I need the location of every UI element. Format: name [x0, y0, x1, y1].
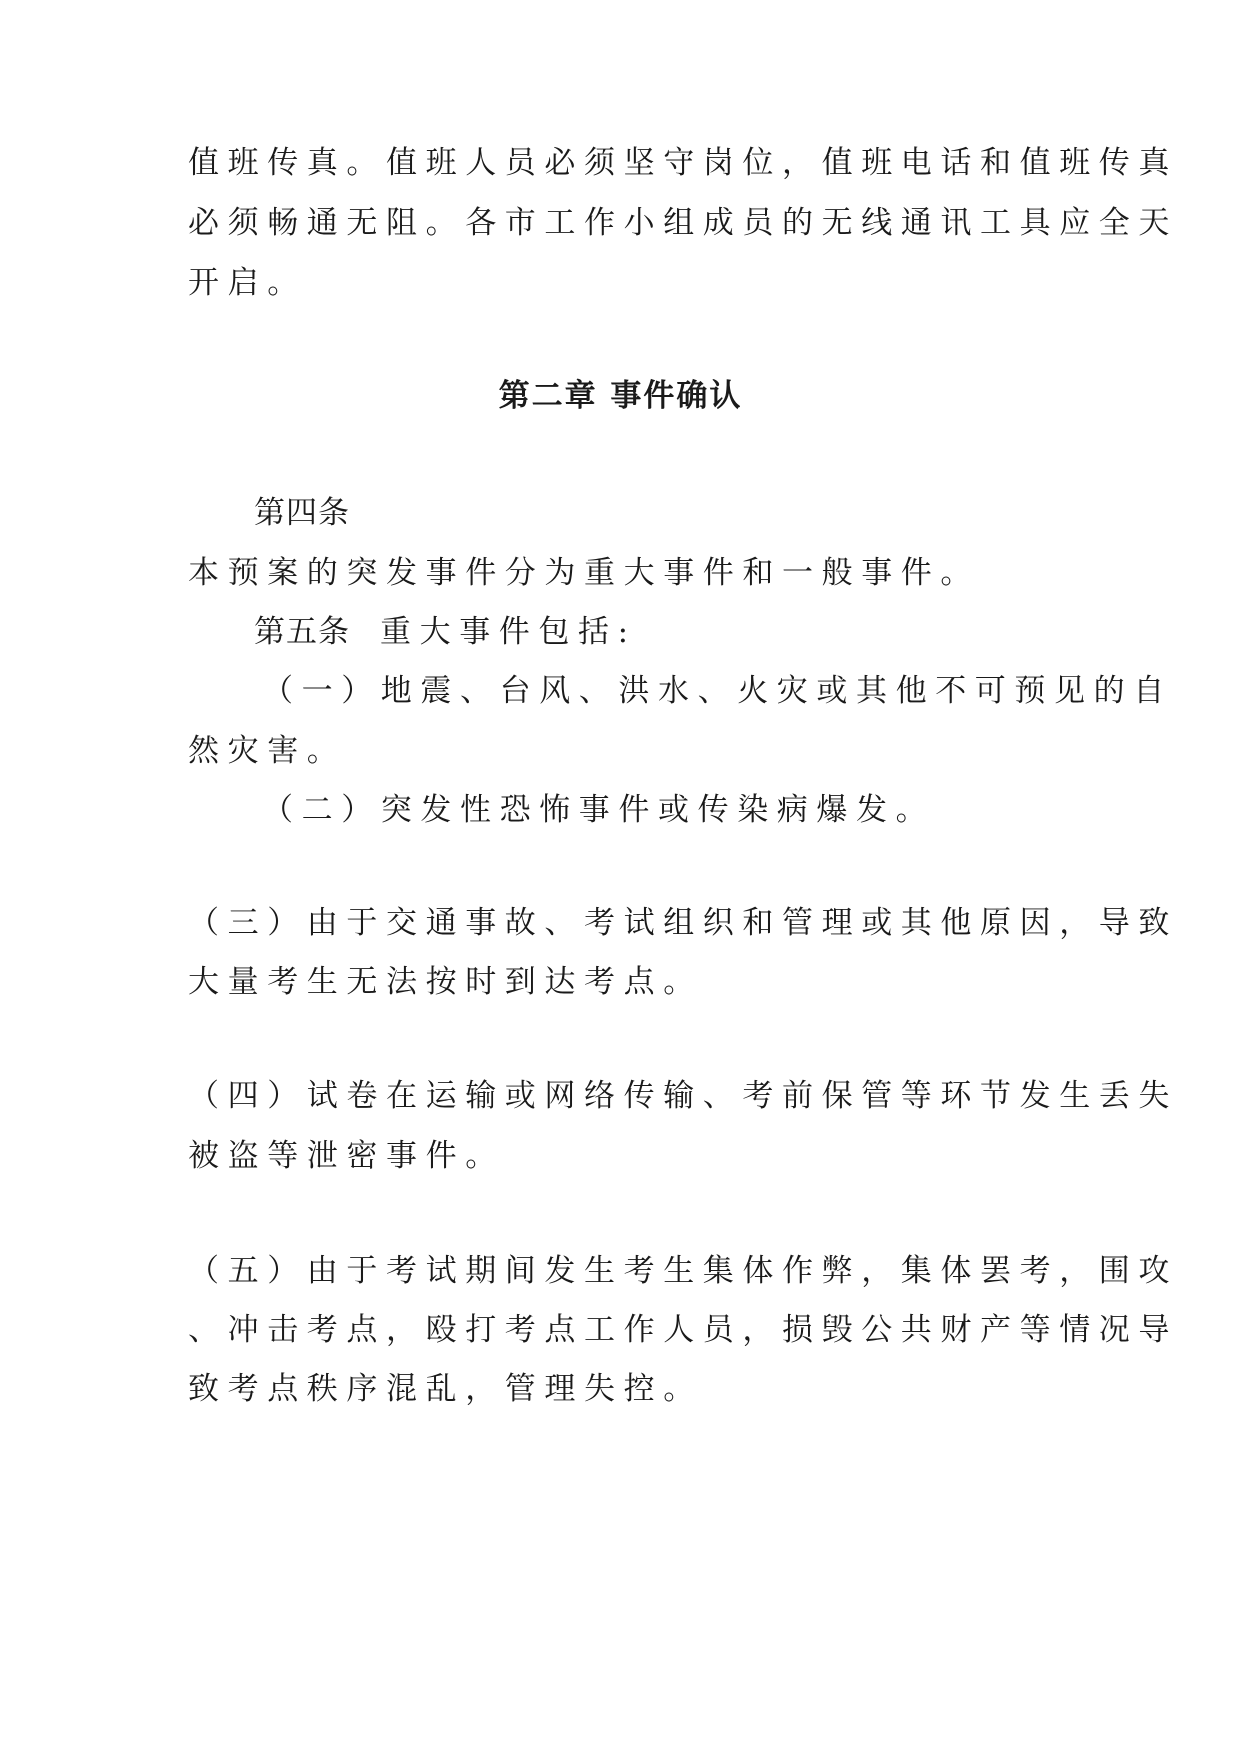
- article-5-item-2-line-1: （二）突发性恐怖事件或传染病爆发。: [262, 792, 936, 828]
- article-5-item-1-line-2: 然灾害。: [188, 733, 347, 769]
- article-5-item-3-line-1: （三）由于交通事故、考试组织和管理或其他原因，导致: [188, 905, 1178, 941]
- article-5-item-4-line-1: （四）试卷在运输或网络传输、考前保管等环节发生丢失: [188, 1078, 1178, 1114]
- article-4-heading: [254, 493, 1124, 533]
- article-5-item-4-line-2: 被盗等泄密事件。: [188, 1138, 505, 1174]
- article-4-text: 本预案的突发事件分为重大事件和一般事件。: [188, 555, 980, 591]
- chapter-title: 第二章 事件确认: [498, 378, 743, 414]
- article-5-item-1-line-1: （一）地震、台风、洪水、火灾或其他不可预见的自: [262, 673, 1173, 709]
- continuation-line-3: 开启。: [188, 265, 307, 301]
- article-5-heading: [254, 612, 1124, 652]
- article-5-item-5-line-3: 致考点秩序混乱，管理失控。: [188, 1371, 703, 1407]
- article-4-label: 第四条: [254, 495, 350, 531]
- article-5-item-3-line-2: 大量考生无法按时到达考点。: [188, 964, 703, 1000]
- continuation-line-1: 值班传真。值班人员必须坚守岗位，值班电话和值班传真: [188, 145, 1178, 181]
- article-5-item-5-line-1: （五）由于考试期间发生考生集体作弊，集体罢考，围攻: [188, 1253, 1178, 1289]
- article-5-label: 第五条: [254, 614, 350, 650]
- article-5-text: 重大事件包括:: [380, 614, 637, 650]
- continuation-line-2: 必须畅通无阻。各市工作小组成员的无线通讯工具应全天: [188, 205, 1178, 241]
- article-5-item-5-line-2: 、冲击考点，殴打考点工作人员，损毁公共财产等情况导: [188, 1312, 1178, 1348]
